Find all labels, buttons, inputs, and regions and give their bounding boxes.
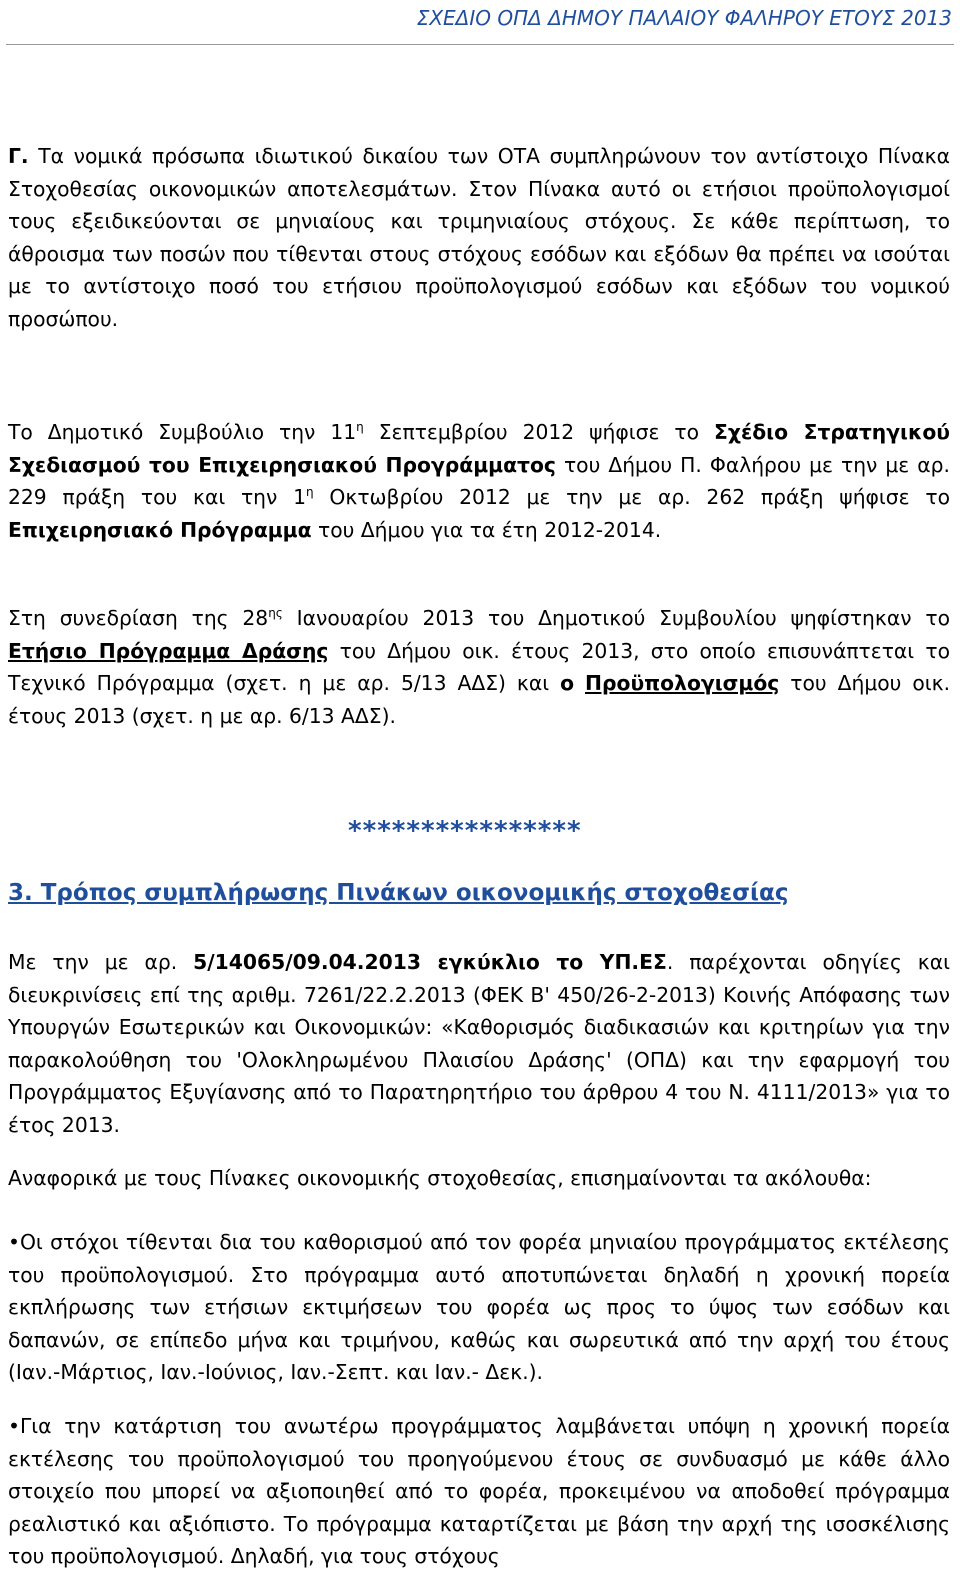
bullet-text: Για την κατάρτιση του ανωτέρω προγράμματος λαμβάνεται υπόψη η χρονική πορεία εκτέλεσης του προϋπολογισμού του προηγούμενου έτους σε συνδυασμό με κάθε άλλο στοιχείο που μπορεί να αξιοποιηθεί από το φορέα, προκειμένου να αποδοθεί πρόγραμμα ρεαλιστικό και αξιόπιστο. Το πρόγραμμα καταρτίζεται με βάση την αρχή της ισοσκέλισης του προϋπολογισμού. Δηλαδή, για τους στόχους [8, 1414, 950, 1568]
budget-title: Προϋπολογισμός [585, 671, 780, 695]
section-3-heading: 3. Τρόπος συμπλήρωσης Πινάκων οικονομικής στοχοθεσίας [8, 880, 789, 906]
bullet-item-2 [8, 1410, 950, 1573]
header-divider [6, 44, 954, 45]
session-text-4: του Δήμου οικ. έτους 2013 (σχετ. η με αρ. 6/13 ΑΔΣ). [8, 671, 951, 728]
circular-text-2: . παρέχονται οδηγίες και διευκρινίσεις επί της αριθμ. 7261/22.2.2013 (ΦΕΚ Β' 450/26-2-2013) Κοινής Απόφασης των Υπουργών Εσωτερικών και Οικονομικών: «Καθορισμός διαδικασιών και κριτηρίων για την παρακολούθηση του 'Ολοκληρωμένου Πλαισίου Δράσης' (ΟΠΔ) και την εφαρμογή του Προγράμματος Εξυγίανσης από το Παρατηρητήριο του άρθρου 4 του Ν. 4111/2013» για το έτος 2013. [8, 950, 950, 1137]
bullet-text: Οι στόχοι τίθενται δια του καθορισμού από τον φορέα μηνιαίου προγράμματος εκτέλεσης του προϋπολογισμού. Στο πρόγραμμα αυτό αποτυπώνεται δηλαδή η χρονική πορεία εκπλήρωσης των ετήσιων εκτιμήσεων του φορέα ως προς το ύψος των εσόδων και δαπανών, σε επίπεδο μήνα και τριμήνου, καθώς και σωρευτικά από την αρχή του έτους (Ιαν.-Μάρτιος, Ιαν.-Ιούνιος, Ιαν.-Σεπτ. και Ιαν.- Δεκ.). [8, 1230, 950, 1384]
bullet-mark: • [8, 1414, 20, 1438]
council-text-1: Το Δημοτικό Συμβούλιο την 11 [8, 420, 357, 444]
paragraph-g-text: Τα νομικά πρόσωπα ιδιωτικού δικαίου των ΟΤΑ συμπληρώνουν τον αντίστοιχο Πίνακα Στοχοθεσίας οικονομικών αποτελεσμάτων. Στον Πίνακα αυτό οι ετήσιοι προϋπολογισμοί τους εξειδικεύονται σε μηνιαίους και τριμηνιαίους στόχους. Σε κάθε περίπτωση, το άθροισμα των ποσών που τίθενται στους στόχους εσόδων και εξόδων θα πρέπει να ισούται με το αντίστοιχο ποσό του ετήσιου προϋπολογισμού εσόδων και εξόδων του νομικού προσώπου. [8, 144, 950, 331]
council-text-5: του Δήμου για τα έτη 2012-2014. [311, 517, 662, 542]
session-article: ο [560, 671, 575, 695]
session-sup-1: ης [268, 606, 283, 621]
strategic-plan-title: Σχέδιο Στρατηγικού Σχεδιασμού του Επιχειρησιακού Προγράμματος [8, 420, 950, 477]
circular-text-1: Με την με αρ. [8, 950, 194, 974]
council-sup-2: η [306, 485, 314, 500]
paragraph-g-label: Γ. [8, 144, 29, 168]
session-space [574, 671, 585, 695]
paragraph-council [8, 416, 950, 546]
paragraph-g [8, 140, 950, 335]
operational-program-title: Επιχειρησιακό Πρόγραμμα [8, 517, 312, 542]
paragraph-circular [8, 946, 950, 1141]
council-text-2: Σεπτεμβρίου 2012 ψήφισε το [363, 420, 715, 444]
council-text-4: Οκτωβρίου 2012 με την με αρ. 262 πράξη ψήφισε το [313, 485, 950, 509]
annual-action-plan-title: Ετήσιο Πρόγραμμα Δράσης [8, 638, 329, 663]
section-separator: **************** [348, 816, 582, 846]
session-text-2: Ιανουαρίου 2013 του Δημοτικού Συμβουλίου ψηφίστηκαν το [282, 606, 950, 630]
bullet-mark: • [8, 1230, 20, 1254]
session-text-3: του Δήμου οικ. έτους 2013, στο οποίο επισυνάπτεται το Τεχνικό Πρόγραμμα (σχετ. η με αρ. 5/13 ΑΔΣ) και [8, 638, 950, 695]
circular-reference: 5/14065/09.04.2013 εγκύκλιο το ΥΠ.ΕΣ [193, 950, 667, 974]
page-header-title: ΣΧΕΔΙΟ ΟΠΔ ΔΗΜΟΥ ΠΑΛΑΙΟΥ ΦΑΛΗΡΟΥ ΕΤΟΥΣ 2013 [416, 6, 952, 30]
bullet-item-1 [8, 1226, 950, 1389]
paragraph-session [8, 602, 950, 732]
session-text-1: Στη συνεδρίαση της 28 [8, 606, 269, 630]
council-text-3: του Δήμου Π. Φαλήρου με την με αρ. 229 πράξη του και την 1 [8, 452, 950, 509]
paragraph-note: Αναφορικά με τους Πίνακες οικονομικής στοχοθεσίας, επισημαίνονται τα ακόλουθα: [8, 1166, 872, 1190]
council-sup-1: η [356, 420, 364, 435]
